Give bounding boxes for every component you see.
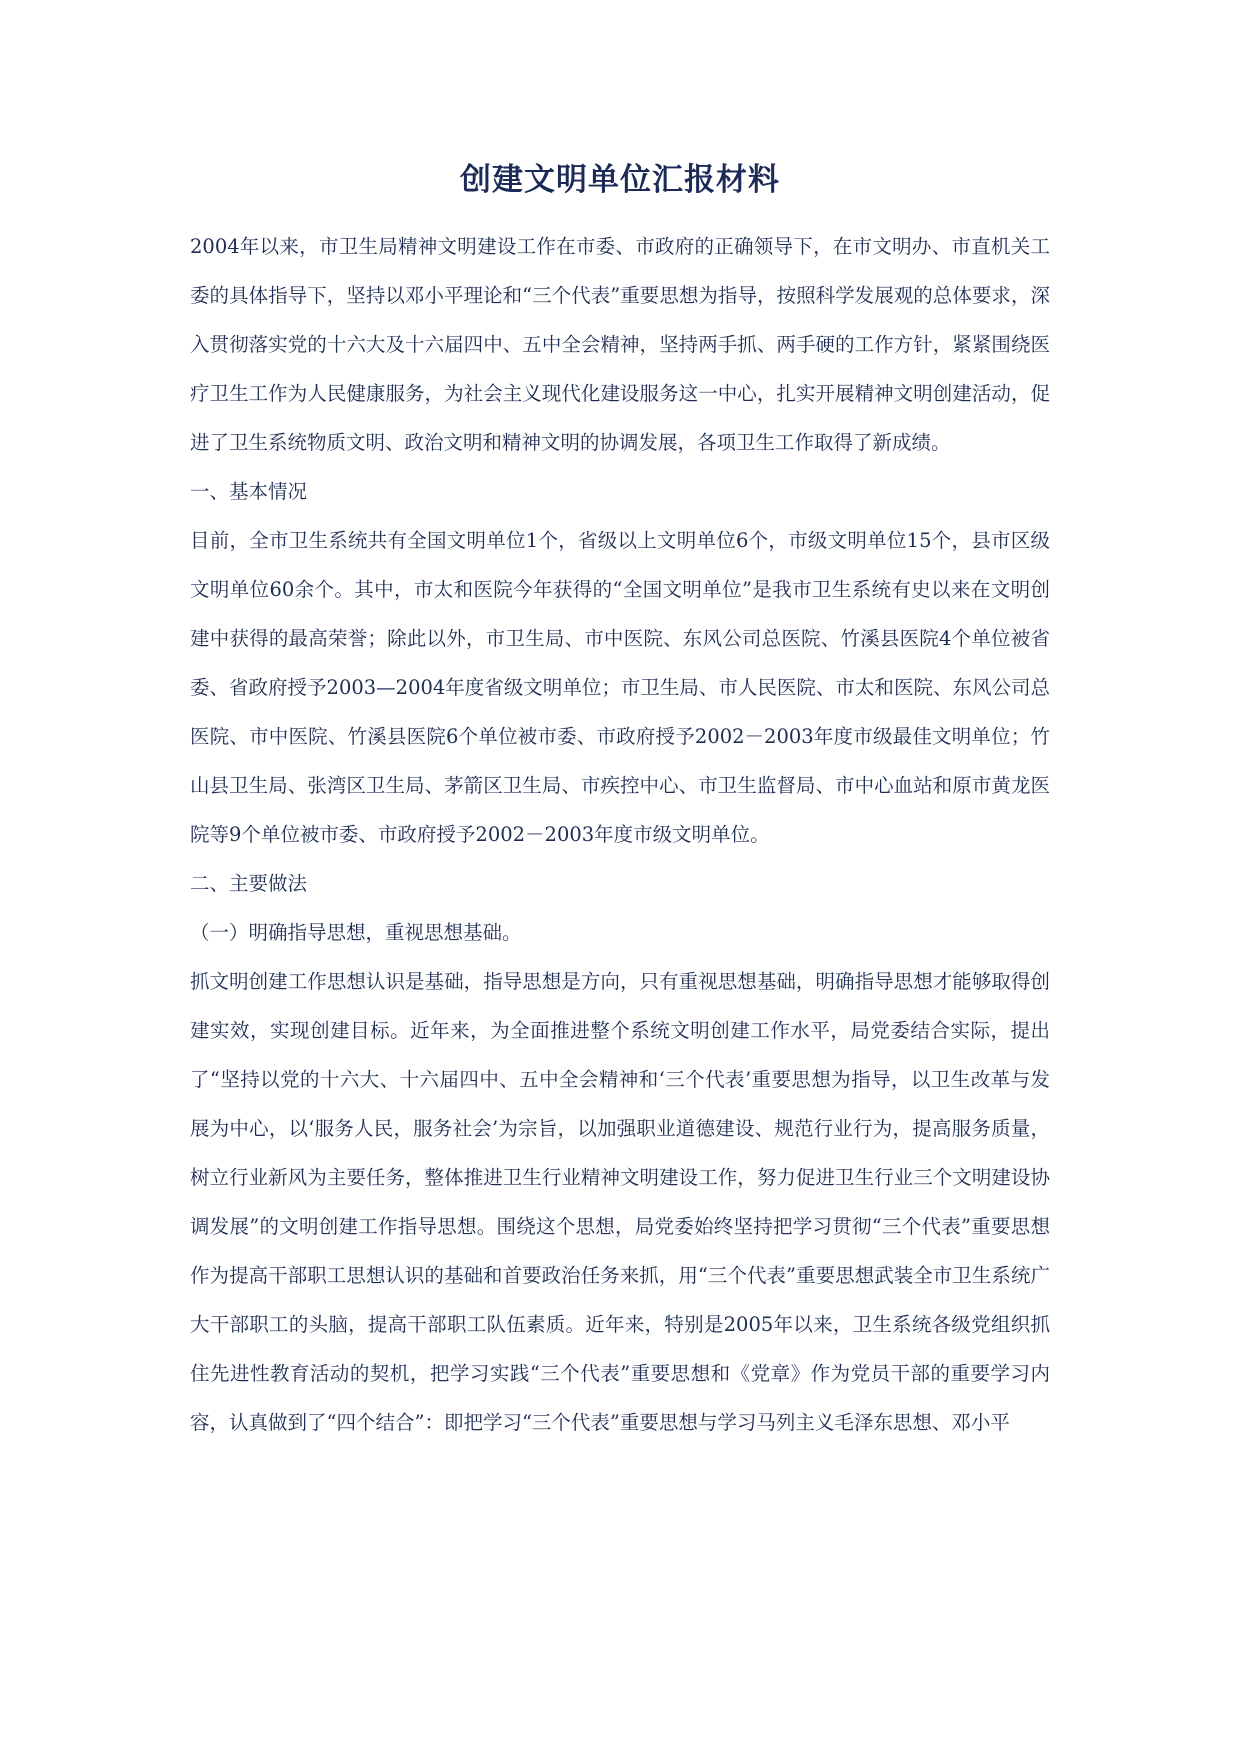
intro-paragraph: 2004年以来，市卫生局精神文明建设工作在市委、市政府的正确领导下，在市文明办、市直机关工委的具体指导下，坚持以邓小平理论和“三个代表”重要思想为指导，按照科学发展观的总体要求，深入贯彻落实党的十六大及十六届四中、五中全会精神，坚持两手抓、两手硬的工作方针，紧紧围绕医疗卫生工作为人民健康服务，为社会主义现代化建设服务这一中心，扎实开展精神文明创建活动，促进了卫生系统物质文明、政治文明和精神文明的协调发展，各项卫生工作取得了新成绩。: [190, 235, 1050, 454]
document-body: [190, 160, 1050, 1447]
basic-situation-paragraph: 目前，全市卫生系统共有全国文明单位1个，省级以上文明单位6个，市级文明单位15个，县市区级文明单位60余个。其中，市太和医院今年获得的“全国文明单位”是我市卫生系统有史以来在文明创建中获得的最高荣誉；除此以外，市卫生局、市中医院、东风公司总医院、竹溪县医院4个单位被省委、省政府授予2003—2004年度省级文明单位；市卫生局、市人民医院、市太和医院、东风公司总医院、市中医院、竹溪县医院6个单位被市委、市政府授予2002－2003年度市级最佳文明单位；竹山县卫生局、张湾区卫生局、茅箭区卫生局、市疾控中心、市卫生监督局、市中心血站和原市黄龙医院等9个单位被市委、市政府授予2002－2003年度市级文明单位。: [190, 529, 1050, 846]
section-heading-main-practices: 二、主要做法: [190, 872, 308, 895]
section-heading-basic-situation: 一、基本情况: [190, 480, 308, 503]
guiding-thought-paragraph: 抓文明创建工作思想认识是基础，指导思想是方向，只有重视思想基础，明确指导思想才能够取得创建实效，实现创建目标。近年来，为全面推进整个系统文明创建工作水平，局党委结合实际，提出了“坚持以党的十六大、十六届四中、五中全会精神和‘三个代表’重要思想为指导，以卫生改革与发展为中心，以‘服务人民，服务社会’为宗旨，以加强职业道德建设、规范行业行为，提高服务质量，树立行业新风为主要任务，整体推进卫生行业精神文明建设工作，努力促进卫生行业三个文明建设协调发展”的文明创建工作指导思想。围绕这个思想，局党委始终坚持把学习贯彻“三个代表”重要思想作为提高干部职工思想认识的基础和首要政治任务来抓，用“三个代表”重要思想武装全市卫生系统广大干部职工的头脑，提高干部职工队伍素质。近年来，特别是2005年以来，卫生系统各级党组织抓住先进性教育活动的契机，把学习实践“三个代表”重要思想和《党章》作为党员干部的重要学习内容，认真做到了“四个结合”：即把学习“三个代表”重要思想与学习马列主义毛泽东思想、邓小平: [190, 970, 1050, 1434]
subsection-heading-guiding-thought: （一）明确指导思想，重视思想基础。: [190, 921, 522, 944]
document-title: 创建文明单位汇报材料: [460, 162, 780, 198]
